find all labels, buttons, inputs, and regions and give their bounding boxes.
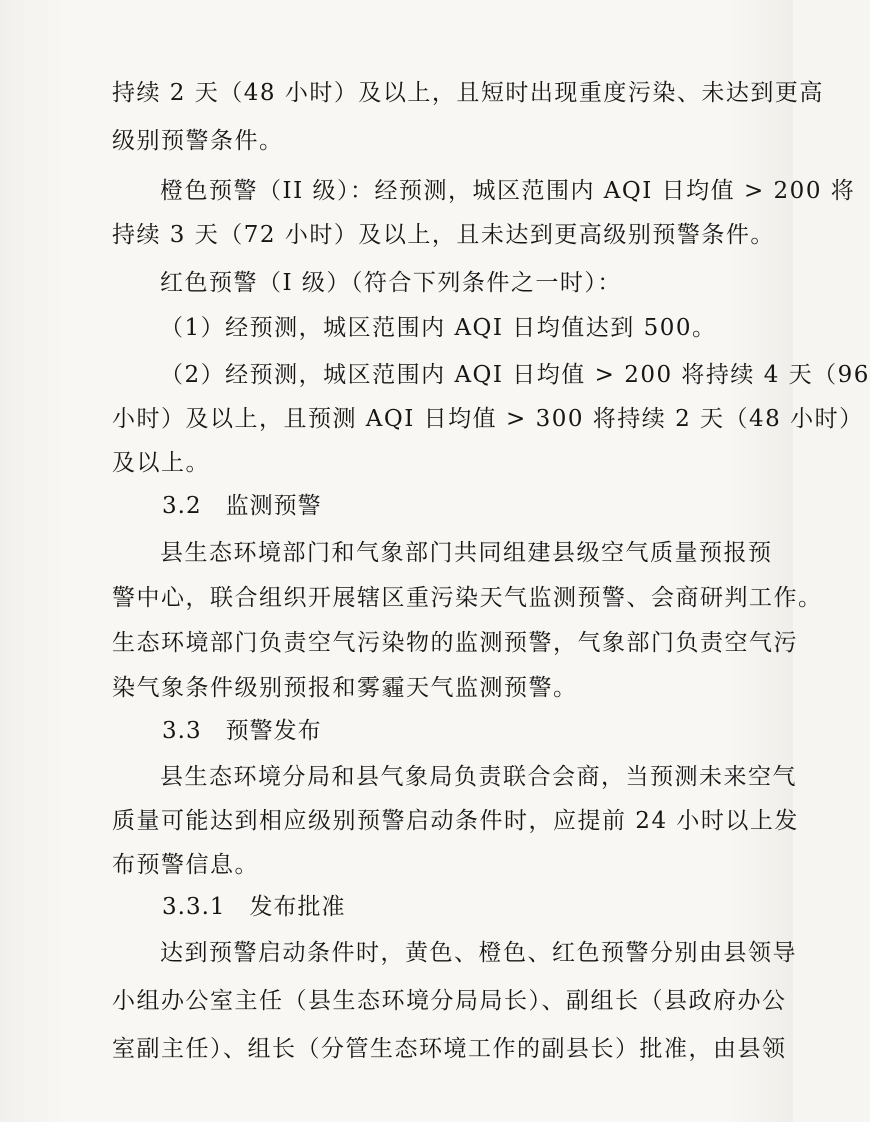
section-heading-3-3-1: 3.3.1 发布批准	[162, 894, 346, 920]
text-line-17: 质量可能达到相应级别预警启动条件时，应提前 24 小时以上发	[112, 808, 799, 834]
text-line-13: 生态环境部门负责空气污染物的监测预警，气象部门负责空气污	[112, 630, 798, 656]
section-heading-3-2: 3.2 监测预警	[162, 493, 322, 519]
text-line-6: （1）经预测，城区范围内 AQI 日均值达到 500。	[160, 315, 717, 341]
text-line-5: 红色预警（I 级）（符合下列条件之一时）：	[160, 270, 622, 296]
text-line-22: 室副主任）、组长（分管生态环境工作的副县长）批准，由县领	[112, 1036, 787, 1062]
text-line-21: 小组办公室主任（县生态环境分局局长）、副组长（县政府办公	[112, 988, 787, 1014]
text-line-3: 橙色预警（II 级）：经预测，城区范围内 AQI 日均值 > 200 将	[160, 178, 856, 204]
text-line-8: 小时）及以上，且预测 AQI 日均值 > 300 将持续 2 天（48 小时）	[112, 406, 864, 432]
text-line-20: 达到预警启动条件时，黄色、橙色、红色预警分别由县领导	[160, 940, 797, 966]
text-line-4: 持续 3 天（72 小时）及以上，且未达到更高级别预警条件。	[112, 222, 775, 248]
text-line-7: （2）经预测，城区范围内 AQI 日均值 > 200 将持续 4 天（96	[160, 362, 870, 388]
text-line-1: 持续 2 天（48 小时）及以上，且短时出现重度污染、未达到更高	[112, 80, 824, 106]
section-heading-3-3: 3.3 预警发布	[162, 718, 322, 744]
text-line-2: 级别预警条件。	[112, 128, 284, 154]
text-line-9: 及以上。	[112, 450, 210, 476]
text-line-14: 染气象条件级别预报和雾霾天气监测预警。	[112, 675, 578, 701]
text-line-16: 县生态环境分局和县气象局负责联合会商，当预测未来空气	[160, 764, 797, 790]
text-line-11: 县生态环境部门和气象部门共同组建县级空气质量预报预	[160, 540, 773, 566]
text-line-18: 布预警信息。	[112, 852, 259, 878]
text-line-12: 警中心，联合组织开展辖区重污染天气监测预警、会商研判工作。	[112, 585, 823, 611]
